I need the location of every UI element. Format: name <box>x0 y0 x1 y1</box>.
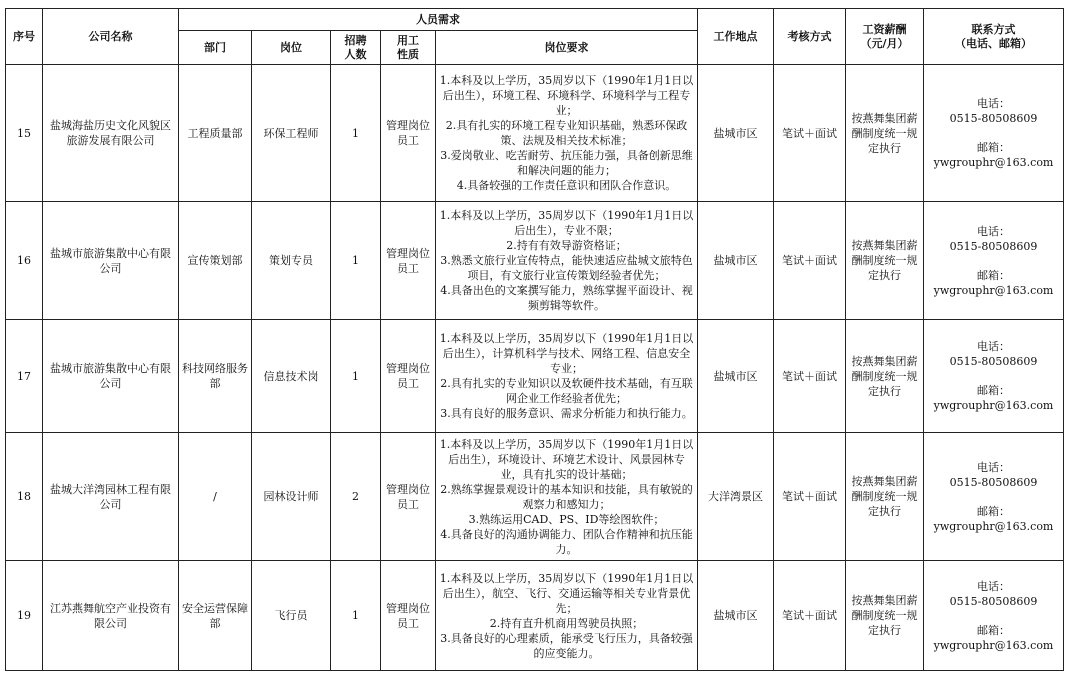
table-row <box>6 202 1064 320</box>
phone-label: 电话： <box>977 340 1011 353</box>
cell-salary: 按燕舞集团薪酬制度统一规定执行 <box>846 320 924 433</box>
cell-location: 盐城市区 <box>698 202 774 320</box>
cell-seq: 17 <box>6 320 43 433</box>
requirement-line: 1.本科及以上学历，35周岁以下（1990年1月1日以后出生），环境设计、环境艺术设计、风景园林专业，具有扎实的设计基础； <box>439 437 694 481</box>
header-contact-line1: 联系方式 <box>971 22 1016 36</box>
cell-salary: 按燕舞集团薪酬制度统一规定执行 <box>846 202 924 320</box>
phone-label: 电话： <box>977 460 1011 474</box>
cell-position: 环保工程师 <box>252 65 331 202</box>
cell-location: 盐城市区 <box>698 320 774 433</box>
requirement-line: 3.具备良好的心理素质，能承受飞行压力，具备较强的应变能力。 <box>440 631 693 660</box>
email-label: 邮箱： <box>977 268 1011 282</box>
requirement-line: 1.本科及以上学历，35周岁以下（1990年1月1日以后出生），环境工程、环境科学、环境科学与工程专业； <box>439 74 694 117</box>
cell-location: 大洋湾景区 <box>698 433 774 561</box>
requirement-line: 1.本科及以上学历，35周岁以下（1990年1月1日以后出生），航空、飞行、交通运输等相关专业背景优先； <box>439 571 694 615</box>
cell-contact <box>924 433 1064 561</box>
cell-position: 信息技术岗 <box>252 320 331 433</box>
phone-label: 电话： <box>977 97 1011 110</box>
cell-assessment: 笔试＋面试 <box>774 561 846 671</box>
cell-requirements <box>436 561 698 671</box>
email-value: ywgrouphr@163.com <box>933 283 1054 297</box>
requirement-line: 2.持有有效导游资格证； <box>506 239 627 252</box>
cell-assessment: 笔试＋面试 <box>774 433 846 561</box>
cell-requirements <box>436 320 698 433</box>
requirement-line: 2.持有直升机商用驾驶员执照； <box>489 616 644 630</box>
cell-seq: 19 <box>6 561 43 671</box>
requirement-line: 4.具备良好的沟通协调能力、团队合作精神和抗压能力。 <box>440 527 693 556</box>
cell-salary: 按燕舞集团薪酬制度统一规定执行 <box>846 433 924 561</box>
cell-position: 策划专员 <box>252 202 331 320</box>
email-label: 邮箱： <box>977 141 1011 154</box>
requirement-line: 2.具有扎实的专业知识以及软硬件技术基础，有互联网企业工作经验者优先； <box>440 377 693 405</box>
table-row <box>6 65 1064 202</box>
email-label: 邮箱： <box>977 384 1011 397</box>
header-contact-line2: （电话、邮箱） <box>955 36 1033 50</box>
cell-emp-type: 管理岗位员工 <box>381 202 436 320</box>
requirement-line: 3.具有良好的服务意识、需求分析能力和执行能力。 <box>440 407 693 420</box>
phone-value: 0515-80508609 <box>949 475 1038 489</box>
cell-contact <box>924 320 1064 433</box>
email-value: ywgrouphr@163.com <box>933 156 1054 169</box>
requirement-line: 4.具备出色的文案撰写能力，熟练掌握平面设计、视频剪辑等软件。 <box>440 284 693 312</box>
cell-position: 飞行员 <box>252 561 331 671</box>
cell-emp-type: 管理岗位员工 <box>381 65 436 202</box>
cell-requirements <box>436 202 698 320</box>
table-row <box>6 561 1064 671</box>
header-salary-line1: 工资薪酬 <box>862 22 907 36</box>
email-label: 邮箱： <box>977 623 1011 637</box>
cell-dept: 科技网络服务部 <box>179 320 252 433</box>
cell-seq: 15 <box>6 65 43 202</box>
requirement-line: 3.熟练运用CAD、PS、ID等绘图软件； <box>468 512 665 526</box>
cell-emp-type: 管理岗位员工 <box>381 433 436 561</box>
cell-dept: 宣传策划部 <box>179 202 252 320</box>
requirement-line: 2.熟练掌握景观设计的基本知识和技能，具有敏锐的观察力和感知力； <box>440 482 693 511</box>
header-emp-type <box>381 31 436 65</box>
email-value: ywgrouphr@163.com <box>933 638 1054 652</box>
header-company: 公司名称 <box>43 9 179 65</box>
header-dept: 部门 <box>179 31 252 65</box>
cell-location: 盐城市区 <box>698 561 774 671</box>
phone-value: 0515-80508609 <box>949 355 1038 368</box>
header-hire-count <box>331 31 381 65</box>
requirement-line: 2.具有扎实的环境工程专业知识基础，熟悉环保政策、法规及相关技术标准； <box>445 119 688 147</box>
cell-count: 1 <box>331 65 381 202</box>
header-location: 工作地点 <box>698 9 774 65</box>
header-hire-count-line1: 招聘 <box>344 33 367 47</box>
requirement-line: 1.本科及以上学历，35周岁以下（1990年1月1日以后出生），专业不限； <box>439 209 694 237</box>
header-emp-type-line2: 性质 <box>397 47 419 61</box>
cell-contact <box>924 65 1064 202</box>
cell-assessment: 笔试＋面试 <box>774 202 846 320</box>
requirement-line: 4.具备较强的工作责任意识和团队合作意识。 <box>456 179 677 192</box>
header-staff-need: 人员需求 <box>179 9 698 31</box>
cell-count: 1 <box>331 202 381 320</box>
requirement-line: 3.爱岗敬业、吃苦耐劳、抗压能力强，具备创新思维和解决问题的能力； <box>440 149 693 177</box>
cell-assessment: 笔试＋面试 <box>774 320 846 433</box>
header-requirements: 岗位要求 <box>436 31 698 65</box>
cell-dept: 安全运营保障部 <box>179 561 252 671</box>
requirement-line: 1.本科及以上学历，35周岁以下（1990年1月1日以后出生），计算机科学与技术、网络工程、信息安全专业； <box>439 332 694 375</box>
cell-count: 1 <box>331 320 381 433</box>
email-value: ywgrouphr@163.com <box>933 399 1054 412</box>
cell-seq: 16 <box>6 202 43 320</box>
cell-company: 江苏燕舞航空产业投资有限公司 <box>43 561 179 671</box>
phone-value: 0515-80508609 <box>949 594 1038 608</box>
phone-label: 电话： <box>977 579 1011 593</box>
cell-seq: 18 <box>6 433 43 561</box>
email-value: ywgrouphr@163.com <box>933 519 1054 533</box>
email-label: 邮箱： <box>977 504 1011 518</box>
cell-count: 2 <box>331 433 381 561</box>
header-contact <box>924 9 1064 65</box>
header-position: 岗位 <box>252 31 331 65</box>
cell-requirements <box>436 65 698 202</box>
cell-salary: 按燕舞集团薪酬制度统一规定执行 <box>846 65 924 202</box>
table-row <box>6 320 1064 433</box>
cell-company: 盐城大洋湾园林工程有限公司 <box>43 433 179 561</box>
cell-dept: 工程质量部 <box>179 65 252 202</box>
cell-contact <box>924 561 1064 671</box>
cell-contact <box>924 202 1064 320</box>
header-seq: 序号 <box>6 9 43 65</box>
cell-dept: / <box>179 433 252 561</box>
cell-requirements <box>436 433 698 561</box>
cell-position: 园林设计师 <box>252 433 331 561</box>
header-hire-count-line2: 人数 <box>344 47 367 61</box>
cell-emp-type: 管理岗位员工 <box>381 320 436 433</box>
cell-company: 盐城市旅游集散中心有限公司 <box>43 202 179 320</box>
table-row <box>6 433 1064 561</box>
phone-value: 0515-80508609 <box>949 239 1038 253</box>
recruitment-table <box>5 8 1064 671</box>
cell-salary: 按燕舞集团薪酬制度统一规定执行 <box>846 561 924 671</box>
cell-location: 盐城市区 <box>698 65 774 202</box>
cell-company: 盐城海盐历史文化风貌区旅游发展有限公司 <box>43 65 179 202</box>
cell-company: 盐城市旅游集散中心有限公司 <box>43 320 179 433</box>
requirement-line: 3.熟悉文旅行业宣传特点，能快速适应盐城文旅特色项目，有文旅行业宣传策划经验者优先； <box>440 254 693 282</box>
cell-count: 1 <box>331 561 381 671</box>
phone-label: 电话： <box>977 224 1011 238</box>
header-emp-type-line1: 用工 <box>397 33 419 47</box>
header-salary <box>846 9 924 65</box>
header-assessment: 考核方式 <box>774 9 846 65</box>
phone-value: 0515-80508609 <box>949 112 1038 125</box>
cell-assessment: 笔试＋面试 <box>774 65 846 202</box>
header-salary-line2: （元/月） <box>860 36 909 50</box>
cell-emp-type: 管理岗位员工 <box>381 561 436 671</box>
